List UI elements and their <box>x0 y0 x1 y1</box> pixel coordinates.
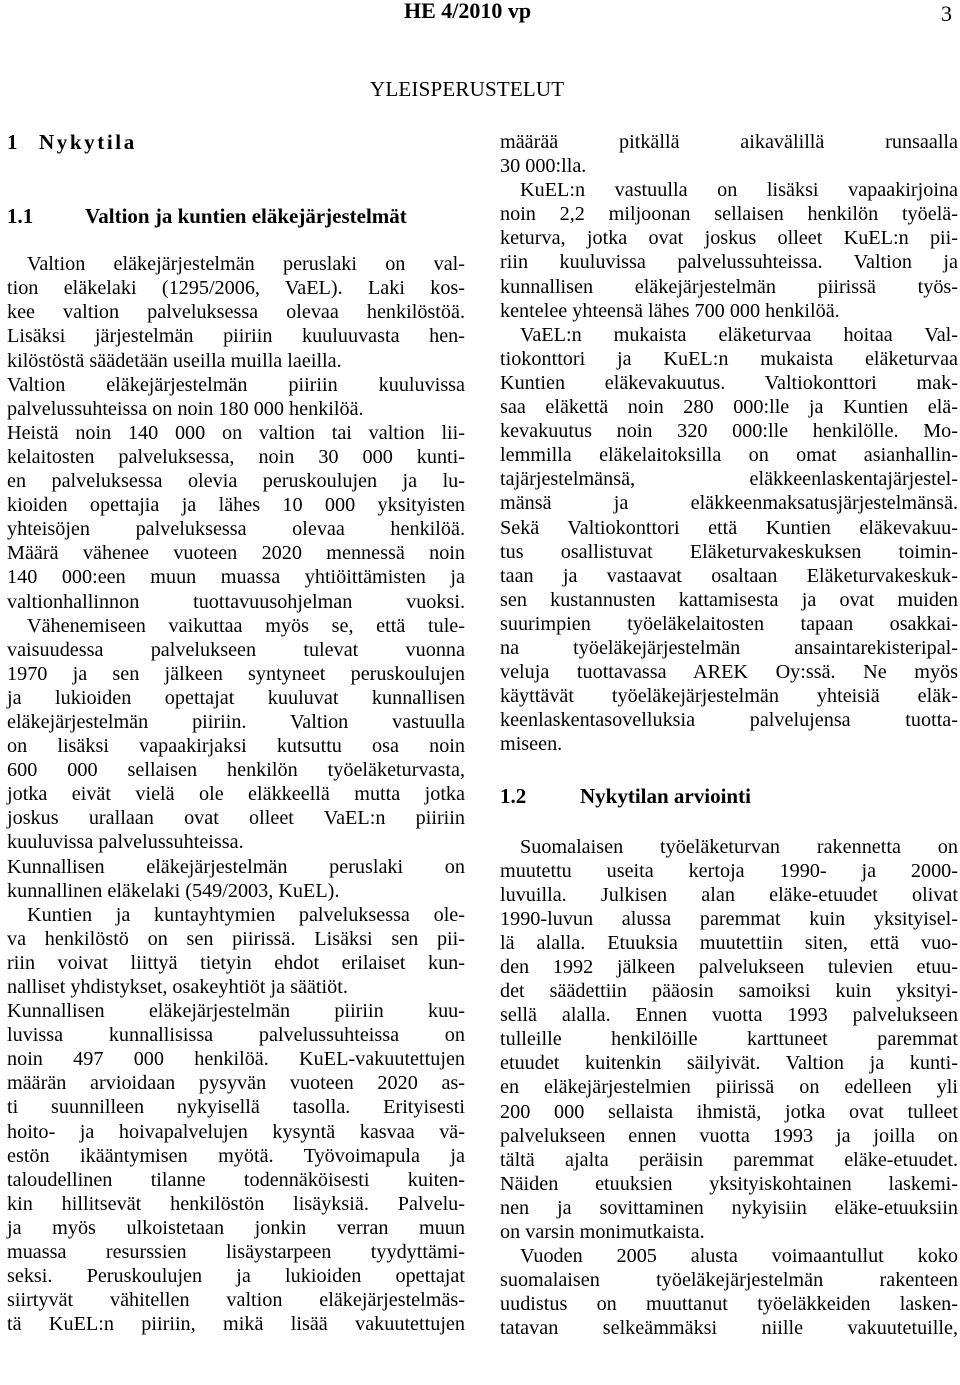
text-line: 600 000 sellaisen henkilön työeläketurvasta, <box>7 759 465 782</box>
text-line: kunnallinen eläkelaki (549/2003, KuEL). <box>7 879 340 902</box>
text-line: suurimpien työeläkelaitosten tapaan osakkai- <box>500 612 958 635</box>
heading-1-1 <box>7 204 465 228</box>
text-line: luvissa kunnallisissa palvelussuhteissa on <box>7 1024 465 1047</box>
left-column <box>7 130 465 1336</box>
text-line: nen ja sovittaminen nykyisiin eläke-etuuksiin <box>500 1196 958 1219</box>
text-line: noin 497 000 henkilöä. KuEL-vakuutettujen <box>7 1048 465 1071</box>
text-line: Kuntien eläkevakuutus. Valtiokonttori mak- <box>500 371 958 394</box>
text-line: kevakuutus noin 320 000:lle henkilölle. Mo- <box>500 420 958 443</box>
text-line: 1990-luvun alussa paremmat kuin yksityisel- <box>500 907 958 930</box>
text-line: va henkilöstö on sen piirissä. Lisäksi sen pii- <box>7 927 465 950</box>
text-line: en eläkejärjestelmien piirissä on edelleen yli <box>500 1076 958 1099</box>
text-line: saa eläkettä noin 280 000:lle ja Kuntien elä- <box>500 396 958 419</box>
text-line: muutettu useita kertoja 1990- ja 2000- <box>500 859 958 882</box>
text-line: Määrä vähenee vuoteen 2020 mennessä noin <box>7 542 465 565</box>
text-line: tältä ajalta peräisin paremmat eläke-etuudet. <box>500 1148 958 1171</box>
text-line: kin hillitsevät henkilöstön lisäyksiä. Palvelu- <box>7 1192 465 1215</box>
text-line: ja myös ulkoistetaan jonkin verran muun <box>7 1216 465 1239</box>
text-line: lä alalla. Etuuksia muutettiin siten, että vuo- <box>500 931 958 954</box>
text-line: määrän arvioidaan pysyvän vuoteen 2020 as- <box>7 1072 465 1095</box>
text-line: jotka eivät vielä ole eläkkeellä mutta jotka <box>7 783 465 806</box>
text-line: Kunnallisen eläkejärjestelmän piiriin kuu- <box>7 1000 465 1023</box>
text-line: suomalaisen työeläkejärjestelmän rakenteen <box>500 1269 958 1292</box>
text-line: Heistä noin 140 000 on valtion tai valtion lii- <box>7 421 465 444</box>
text-line: uudistus on muuttanut työeläkkeiden lasken- <box>500 1293 958 1316</box>
text-line: 1970 ja sen jälkeen syntyneet peruskoulujen <box>7 662 465 685</box>
text-line: riin kuuluvissa palvelussuhteissa. Valtion ja <box>500 251 958 274</box>
text-line: veluja tuottavassa AREK Oy:ssä. Ne myös <box>500 661 958 684</box>
heading-1-number: 1 <box>7 130 21 154</box>
text-line: on lisäksi vapaakirjaksi kutsuttu osa noin <box>7 735 465 758</box>
text-line: mänsä ja eläkkeenmaksatusjärjestelmänsä. <box>500 492 958 515</box>
text-line: ja lukioiden opettajat kuuluvat kunnallisen <box>7 686 465 709</box>
text-line: yhteisöjen palveluksessa olevaa henkilöä. <box>7 518 465 541</box>
text-line: 140 000:een muun muassa yhtiöittämisten ja <box>7 566 465 589</box>
text-line: kilöstöstä säädetään useilla muilla laeilla. <box>7 349 342 372</box>
text-line: noin 2,2 miljoonan sellaisen henkilön työelä- <box>500 203 958 226</box>
text-line: kunnallisen eläkejärjestelmän piirissä työs- <box>500 275 958 298</box>
text-line: Vuoden 2005 alusta voimaantullut koko <box>520 1245 958 1268</box>
text-line: taloudellinen tilanne todennäköisesti kuiten- <box>7 1168 465 1191</box>
text-line: siirtyvät vähitellen valtion eläkejärjestelmäs- <box>7 1289 465 1312</box>
text-line: 30 000:lla. <box>500 155 587 178</box>
text-line: ti suunnilleen nykyisellä tasolla. Erityisesti <box>7 1096 465 1119</box>
text-line: tatavan selkeämmäksi niille vakuutetuille, <box>500 1317 958 1340</box>
text-line: nalliset yhdistykset, osakeyhtiöt ja säätiöt. <box>7 976 348 998</box>
text-line: tus osallistuvat Eläketurvakeskuksen toimin- <box>500 540 958 563</box>
text-line: määrää pitkällä aikavälillä runsaalla <box>500 131 958 153</box>
text-line: tä KuEL:n piiriin, mikä lisää vakuutettujen <box>7 1313 465 1336</box>
heading-1-1-number: 1.1 <box>7 204 34 229</box>
text-line: tulleille henkilöille karttuneet paremmat <box>500 1028 958 1051</box>
text-line: luvuilla. Julkisen alan eläke-etuudet olivat <box>500 883 958 906</box>
text-line: kuuluvissa palvelussuhteissa. <box>7 831 244 854</box>
heading-1 <box>7 130 465 154</box>
heading-1-1-title: Valtion ja kuntien eläkejärjestelmät <box>85 204 407 229</box>
text-line: on varsin monimutkaista. <box>500 1221 705 1244</box>
page-number: 3 <box>941 1 952 26</box>
text-line: Valtion eläkejärjestelmän peruslaki on val- <box>27 253 465 276</box>
text-line: valtionhallinnon tuottavuusohjelman vuoksi. <box>7 590 465 613</box>
text-line: miseen. <box>500 733 563 756</box>
text-line: muassa resurssien lisäystarpeen tyydyttämi- <box>7 1241 465 1264</box>
text-line: na työeläkejärjestelmän ansaintarekisteripal- <box>500 636 958 659</box>
text-line: keturva, jotka ovat joskus olleet KuEL:n pii- <box>500 227 958 250</box>
text-line: tajärjestelmänsä, eläkkeenlaskentajärjestel- <box>500 468 958 491</box>
heading-1-2-title: Nykytilan arviointi <box>580 784 751 809</box>
text-line: eläkejärjestelmän piiriin. Valtion vastuulla <box>7 710 465 733</box>
text-line: riin voivat liittyä tietyin ehdot erilaiset kun- <box>7 951 465 974</box>
heading-1-2-number: 1.2 <box>500 784 527 809</box>
text-line: hoito- ja hoivapalvelujen kysyntä kasvaa vä- <box>7 1120 465 1143</box>
text-line: Kuntien ja kuntayhtymien palveluksessa ole- <box>27 903 465 926</box>
text-line: Suomalaisen työeläketurvan rakennetta on <box>520 835 958 858</box>
text-line: VaEL:n mukaista eläketurvaa hoitaa Val- <box>520 323 958 346</box>
text-line: sellä alalla. Ennen vuotta 1993 palvelukseen <box>500 1004 958 1027</box>
text-line: Sekä Valtiokonttori että Kuntien eläkevakuu- <box>500 516 958 539</box>
text-line: den 1992 jälkeen palvelukseen tulevien etuu- <box>500 956 958 978</box>
text-line: tiokonttori ja KuEL:n mukaista eläketurvaa <box>500 347 958 370</box>
text-line: kee valtion palveluksessa olevaa henkilöstöä. <box>7 301 465 324</box>
text-line: kelaitosten palveluksessa, noin 30 000 kunti- <box>7 445 465 468</box>
right-column <box>500 130 958 1341</box>
text-line: taan ja vastaavat osaltaan Eläketurvakeskuk- <box>500 564 958 587</box>
text-line: etuudet kuitenkin säilyivät. Valtion ja kunti- <box>500 1052 958 1075</box>
document-id: HE 4/2010 vp <box>404 0 532 23</box>
text-line: Vähenemiseen vaikuttaa myös se, että tule- <box>27 614 465 637</box>
text-line: Valtion eläkejärjestelmän piiriin kuuluvissa <box>7 373 465 396</box>
text-line: KuEL:n vastuulla on lisäksi vapaakirjoina <box>520 179 958 202</box>
page-header <box>0 0 960 30</box>
section-title-text: YLEISPERUSTELUT <box>370 77 565 101</box>
text-line: en palveluksessa olevia peruskoulujen ja lu- <box>7 470 465 493</box>
text-line: seksi. Peruskoulujen ja lukioiden opettajat <box>7 1265 465 1288</box>
text-line: det säädettiin pääosin samoiksi kuin yksityi- <box>500 980 958 1003</box>
text-line: käyttävät työeläkejärjestelmän yhteisiä eläk- <box>500 685 958 708</box>
text-line: vaisuudessa palvelukseen tulevat vuonna <box>7 638 465 661</box>
text-line: keenlaskentasovelluksia palvelujensa tuotta- <box>500 709 958 732</box>
text-line: Kunnallisen eläkejärjestelmän peruslaki on <box>7 855 465 878</box>
text-line: tion eläkelaki (1295/2006, VaEL). Laki kos- <box>7 277 465 300</box>
text-line: palvelukseen ennen vuotta 1993 ja joilla on <box>500 1124 958 1147</box>
text-line: Näiden etuuksien yksityiskohtainen laskemi- <box>500 1172 958 1195</box>
text-line: sen kustannusten kattamisesta ja ovat muiden <box>500 588 958 611</box>
text-line: kentelee yhteensä lähes 700 000 henkilöä. <box>500 299 840 322</box>
text-line: estön ikääntymisen myötä. Työvoimapula ja <box>7 1144 465 1167</box>
text-line: Lisäksi järjestelmän piiriin kuuluuvasta hen- <box>7 325 465 348</box>
heading-1-title: Nykytila <box>39 130 137 154</box>
text-line: joskus urallaan ovat olleet VaEL:n piiriin <box>7 807 465 830</box>
text-line: 200 000 sellaista ihmistä, jotka ovat tulleet <box>500 1100 958 1123</box>
text-line: lemmilla eläkelaitoksilla on omat asianhallin- <box>500 444 958 467</box>
text-line: kioiden opettajia ja lähes 10 000 yksityisten <box>7 494 465 517</box>
text-line: palvelussuhteissa on noin 180 000 henkilöä. <box>7 397 364 420</box>
heading-1-2 <box>500 784 958 808</box>
